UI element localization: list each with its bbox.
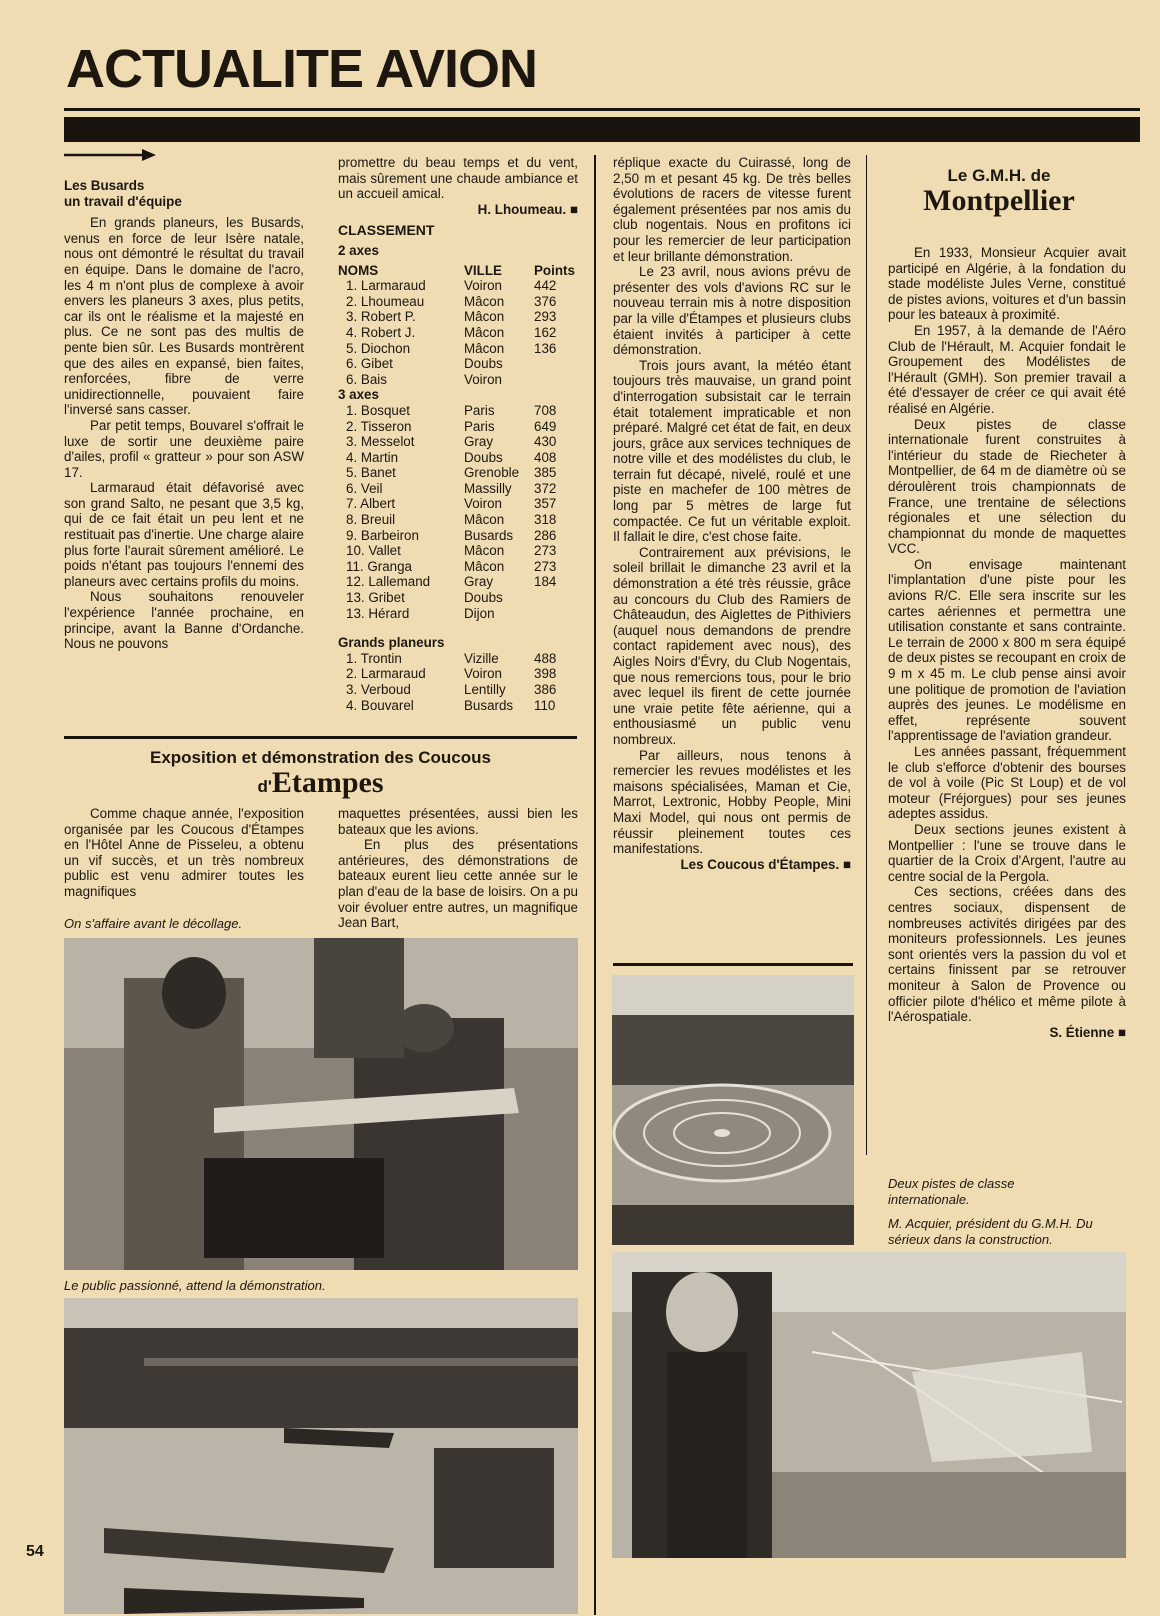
paragraph: promettre du beau temps et du vent, mais sûrement une chaude ambiance et un accueil amical. [338, 155, 578, 202]
signature: S. Étienne ■ [888, 1025, 1126, 1041]
table-cell: 2. Lhoumeau [346, 293, 425, 309]
table-cell: 9. Barbeiron [346, 527, 419, 543]
table-cell: Massilly [464, 480, 512, 496]
etampes-left [64, 806, 304, 900]
table-row [338, 294, 575, 310]
paragraph: maquettes présentées, aussi bien les bateaux que les avions. [338, 806, 578, 837]
table-cell: 7. Albert [346, 496, 396, 512]
table-cell: Mâcon [464, 543, 505, 559]
table-cell: Mâcon [464, 512, 505, 528]
table-cell: 2. Tisseron [346, 418, 412, 434]
table-cell: Mâcon [464, 324, 505, 340]
table-header [338, 263, 575, 279]
paragraph: Les années passant, fréquemment le club s'efforce d'obtenir des bourses de vol à voile (Pic St Loup) et de vol moteur (Fréjorgues) pour ses jeunes adeptes assidus. [888, 744, 1126, 822]
table-cell: 318 [534, 512, 557, 528]
header-cell: Points [534, 262, 575, 278]
table-cell: 6. Gibet [346, 356, 393, 372]
column-classement [338, 155, 578, 713]
classement-title: CLASSEMENT [338, 222, 435, 239]
table-cell: 4. Bouvarel [346, 697, 414, 713]
heading-small: Exposition et démonstration des Coucous [150, 748, 491, 767]
table-cell: Busards [464, 697, 514, 713]
table-cell: 184 [534, 574, 557, 590]
paragraph: Le 23 avril, nous avions prévu de présenter des vols d'avions RC sur le nouveau terrain mis à notre disposition par la ville d'Étampes et plusieurs clubs étaient invités à participer à cette démonstration. [613, 264, 851, 358]
table-cell: 372 [534, 480, 557, 496]
table-row [338, 325, 575, 341]
paragraph: En 1957, à la demande de l'Aéro Club de l'Hérault, M. Acquier fondait le Groupement des Modélistes de l'Hérault (GMH). Son premier travail a été d'essayer de créer ce qui avait été réalisé en Algérie. [888, 322, 1126, 416]
arrow-icon [64, 148, 156, 167]
table-row [338, 419, 556, 435]
table-cell: Voiron [464, 278, 502, 294]
table-cell: Mâcon [464, 309, 505, 325]
photo-caption: Deux pistes de classe internationale. [888, 1176, 1015, 1207]
section-divider [64, 736, 577, 739]
table-cell: 488 [534, 650, 557, 666]
table-row [338, 372, 575, 388]
table-cell: 6. Veil [346, 480, 383, 496]
table-cell [534, 606, 556, 622]
table-cell: 2. Larmaraud [346, 666, 426, 682]
paragraph: En 1933, Monsieur Acquier avait participé en Algérie, à la fondation du stade modéliste Jules Verne, constitué de pistes avions, voitures et d'un bassin pour les bateaux à proximité. [888, 245, 1126, 323]
table-cell: 3. Messelot [346, 434, 415, 450]
paragraph: En plus des présentations antérieures, des démonstrations de bateaux eurent lieu cette année sur le plan d'eau de la base de loisirs. On a pu voir évoluer entre autres, un magnifique Jean Bart, [338, 837, 578, 931]
table-cell: 398 [534, 666, 557, 682]
paragraph: Larmaraud était défavorisé avec son grand Salto, ne pesant que 3,5 kg, qui de ce fait était un peu lent et ne restituait pas d'inertie. Une charge alaire plus forte l'aurait sûrement amélioré. Le poids n'étant pas toujours l'ennemi des planeurs avec certains profils du moins. [64, 480, 304, 589]
table-cell: Lentilly [464, 682, 506, 697]
table-cell: 430 [534, 434, 557, 450]
category-label: Grands planeurs [338, 635, 445, 651]
table-cell: 11. Granga [346, 558, 413, 574]
table-row [338, 465, 556, 481]
table-cell: Voiron [464, 371, 502, 387]
table-cell: Dijon [464, 605, 495, 621]
table-cell: Gray [464, 434, 494, 450]
table-cell: Voiron [464, 666, 502, 682]
table-cell: Grenoble [464, 465, 520, 481]
table-cell: 110 [534, 697, 556, 713]
table-cell [534, 356, 575, 372]
table-cell: Doubs [464, 590, 503, 606]
heading-small: Le G.M.H. de [947, 166, 1051, 185]
paragraph: Comme chaque année, l'exposition organisée par les Coucous d'Étampes en l'Hôtel Anne de Pisseleu, a obtenu un vif succès, et un très nombreux public est venu admirer toutes les magnifiques [64, 806, 304, 899]
heading-big: Montpellier [923, 184, 1075, 217]
photo-caption: Le public passionné, attend la démonstration. [64, 1278, 326, 1293]
paragraph: Deux pistes de classe internationale furent construites à l'intérieur du stade de Riecheter à Montpellier, de 64 m de diamètre où se déroulèrent trois championnats de France, une trentaine de sélections régionales et une sélection du championnat du monde de maquettes VCC. [888, 416, 1126, 557]
table-cell: 4. Robert J. [346, 324, 416, 340]
table-row [338, 651, 556, 667]
table-cell: 376 [534, 293, 557, 309]
header-thin-rule [64, 108, 1140, 111]
category-label: 2 axes [338, 242, 379, 258]
table-cell: 6. Bais [346, 371, 387, 387]
table-cell: Mâcon [464, 340, 505, 356]
table-row [338, 528, 556, 544]
category-label: 3 axes [338, 387, 379, 403]
table-row [338, 341, 575, 357]
table-cell [534, 590, 556, 606]
paragraph: Par ailleurs, nous tenons à remercier les revues modélistes et les maisons spécialisées, Maman et Cie, Marrot, Lextronic, Hobby People, Mini Maxi Model, qui nous ont permis de réussir pleinement toutes ces manifestations. [613, 747, 851, 857]
section-divider [613, 963, 853, 966]
header-cell: NOMS [338, 262, 379, 278]
table-cell: 136 [534, 340, 557, 356]
table-cell: 12. Lallemand [346, 574, 431, 590]
table-row [338, 278, 575, 294]
montpellier-heading [884, 166, 1114, 218]
paragraph: En grands planeurs, les Busards, venus en force de leur Isère natale, nous ont démontré le résultat du travail en équipe. Dans le domaine de l'acro, les 4 m n'ont plus de complexe à avoir envers les planeurs 3 axes, plus petits, car ils ont le réalisme et la majesté en plus. Ce ne sont pas des multis de pente bien sûr. Les Busards montrèrent que des ailes en expansé, bien faites, renforcées, fibre de verre unidirectionnelle, pouvaient faire l'inversé sans casser. [64, 215, 304, 418]
paragraph: Trois jours avant, la météo étant toujours très mauvaise, un grand point d'interrogation subsistait car le terrain était totalement impraticable et non préparé. Malgré cet état de fait, en deux jours, grâce aux services techniques de notre ville et des modélistes du club, le terrain fut décapé, nivelé, roulé et une piste en machefer de 100 mètres de long par 5 mètres de large fut compactée. Ce fut un véritable exploit. Il fallait le dire, c'est chose faite. [613, 357, 851, 545]
table-cell: 8. Breuil [346, 512, 396, 528]
paragraph: réplique exacte du Cuirassé, long de 2,50 m et pesant 45 kg. De très belles évolutions de racers de vitesse furent également présentées par nos amis du club nogentais. Nous en profitons ici pour les remercier de leur participation et leur brillante démonstration. [613, 155, 851, 264]
page-title: ACTUALITE AVION [66, 39, 537, 99]
column-divider [594, 155, 596, 1615]
etampes-heading [64, 748, 577, 800]
paragraph: Nous souhaitons renouveler l'expérience l'année prochaine, en principe, avant la Banne d'Ordanche. Nous ne pouvons [64, 589, 304, 652]
table-row [338, 309, 575, 325]
table-cell: Vizille [464, 650, 499, 666]
table-cell: 386 [534, 682, 557, 697]
table-cell: 408 [534, 449, 557, 465]
ranking-table-3-axes [338, 403, 556, 621]
table-cell: 286 [534, 527, 557, 543]
heading-big: Etampes [271, 766, 384, 799]
table-row [338, 403, 556, 419]
heading-prefix: d' [257, 777, 272, 796]
table-cell: Doubs [464, 449, 503, 465]
signature: Les Coucous d'Étampes. ■ [613, 857, 851, 873]
table-cell: 442 [534, 278, 557, 294]
table-row [338, 496, 556, 512]
table-row [338, 434, 556, 450]
column-busards [64, 178, 304, 652]
table-cell: 1. Bosquet [346, 402, 411, 418]
table-row [338, 356, 575, 372]
table-row [338, 512, 556, 528]
column-divider [866, 155, 867, 1155]
table-cell: 5. Diochon [346, 340, 411, 356]
table-cell: Mâcon [464, 293, 505, 309]
column-montpellier [888, 245, 1126, 1040]
table-cell: 10. Vallet [346, 543, 401, 559]
table-cell: 162 [534, 324, 557, 340]
table-cell [534, 372, 575, 388]
table-row [338, 543, 556, 559]
etampes-middle [338, 806, 578, 931]
table-row [338, 590, 556, 606]
paragraph: On envisage maintenant l'implantation d'une piste pour les avions R/C. Elle sera inscrite sur les cartes aériennes et permettra une utilisation constante et sans contrainte. Le terrain de 2000 x 800 m sera équipé de deux pistes se recoupant en croix de 9 m x 45 m. Le club pense ainsi avoir une politique de promotion de l'aviation auprès des jeunes. Le modélisme en effet, représente souvent l'apprentissage de l'aviation grandeur. [888, 556, 1126, 744]
table-cell: Doubs [464, 356, 503, 372]
table-cell: 649 [534, 418, 557, 434]
table-cell: 13. Gribet [346, 590, 405, 606]
table-row [338, 666, 556, 682]
table-cell: 385 [534, 465, 557, 481]
table-cell: 3. Verboud [346, 682, 411, 697]
header-cell: VILLE [464, 262, 502, 278]
page-number: 54 [26, 1543, 44, 1560]
table-row [338, 559, 556, 575]
table-row [338, 481, 556, 497]
table-row [338, 574, 556, 590]
table-cell: 5. Banet [346, 465, 396, 481]
table-cell: 3. Robert P. [346, 309, 416, 325]
table-cell: 1. Trontin [346, 650, 402, 666]
table-cell: Gray [464, 574, 494, 590]
paragraph: Contrairement aux prévisions, le soleil brillait le dimanche 23 avril et la démonstration a été très réussie, grâce au concours du Club des Ramiers de Châteaudun, des Aiglettes de Pithiviers (auquel nous demandons de prendre contact rapidement avec nous), des Aigles Noirs d'Évry, du Club Nogentais, que nous remercions tous, pour le brio avec lequel ils firent de cette journée une vraie petite fête aérienne, qui a enthousiasmé un public venu nombreux. [613, 544, 851, 747]
table-row [338, 698, 556, 714]
table-cell: Voiron [464, 496, 502, 512]
photo-circular-tracks [612, 975, 854, 1245]
photo-acquier-workshop [612, 1252, 1126, 1558]
table-row [338, 606, 556, 622]
paragraph: Deux sections jeunes existent à Montpellier : l'une se trouve dans le quartier de la Croix d'Argent, l'autre au centre social de la Pergola. [888, 821, 1126, 884]
photo-caption: On s'affaire avant le décollage. [64, 916, 243, 931]
table-cell: 4. Martin [346, 449, 399, 465]
signature: H. Lhoumeau. ■ [338, 202, 578, 218]
paragraph: Par petit temps, Bouvarel s'offrait le luxe de sortir une deuxième paire d'ailes, profil « gratteur » pour son ASW 17. [64, 417, 304, 480]
table-cell: Paris [464, 402, 495, 418]
section-title: Les Busards [64, 178, 145, 193]
photo-preparation [64, 938, 578, 1270]
table-row [338, 682, 556, 698]
table-cell: 273 [534, 543, 557, 559]
photo-public [64, 1298, 578, 1614]
table-cell: 13. Hérard [346, 605, 410, 621]
table-cell: 293 [534, 309, 557, 325]
ranking-table-grands-planeurs [338, 651, 556, 713]
photo-caption: M. Acquier, président du G.M.H. Du sérieux dans la construction. [888, 1216, 1093, 1247]
table-cell: Mâcon [464, 558, 505, 574]
header-black-band [64, 117, 1140, 142]
column-etampes-continued [613, 155, 851, 872]
table-cell: 273 [534, 558, 557, 574]
table-cell: Busards [464, 527, 514, 543]
table-cell: 357 [534, 496, 557, 512]
table-cell: Paris [464, 418, 495, 434]
paragraph: Ces sections, créées dans des centres sociaux, dispensent de nombreuses activités dirigées par des moniteurs professionnels. Les jeunes sont orientés vers la passion du vol et certains finissent par se retrouver moniteur à Salon de Provence ou officier pilote d'hélico et même pilote à l'Aérospatiale. [888, 884, 1126, 1025]
table-cell: 1. Larmaraud [346, 278, 426, 294]
ranking-table-2-axes [338, 263, 575, 388]
table-cell: 708 [534, 402, 557, 418]
table-row [338, 450, 556, 466]
section-subtitle: un travail d'équipe [64, 193, 182, 209]
